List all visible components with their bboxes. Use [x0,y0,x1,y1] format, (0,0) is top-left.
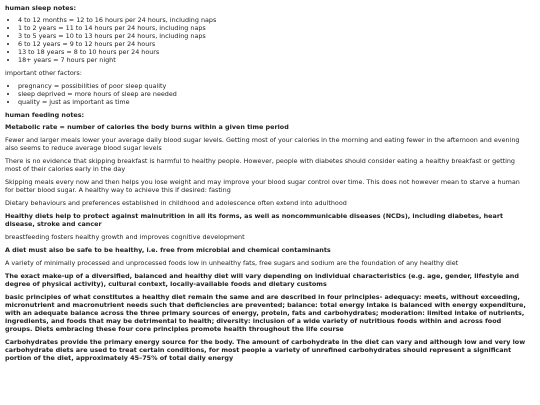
sleep-heading: human sleep notes: [5,4,76,12]
list-item: • 6 to 12 years = 9 to 12 hours per 24 hours [18,40,530,48]
bold-carbohydrates: Carbohydrates provide the primary energy source for the body. The amount of carbohydrate in the diet can vary and although low and very low carbohydrate diets are used to treat certain conditions, for most people a variety of unrefined carbohydrates should represent a significant portion of the diet, approximately 45–75% of total daily energy [5,338,526,362]
bold-basic-principles: basic principles of what constitutes a healthy diet remain the same and are described in four principles- adequacy: meets, without exceeding, micronutrient and macronutrient needs such that deficiencies are prevented; balance: total energy intake is balanced with energy expenditure, with an adequate balance across the three primary sources of energy, protein, fats and carbohydrates; moderation: limited intake of nutrients, ingredients, and foods that may be detrimental to health; diversity: inclusion of a wide variety of nutritious foods within and across food groups. Diets embracing these four core principles promote health throughout the life course [5,293,526,333]
sleep-hours-list [5,16,530,64]
bold-diet-makeup: The exact make-up of a diversified, balanced and healthy diet will vary depending on individual characteristics (e.g. age, gender, lifestyle and degree of physical activity), cultural context, locally-available foods and dietary customs [5,272,519,288]
bold-healthy-diets: Healthy diets help to protect against malnutrition in all its forms, as well as noncommunicable diseases (NCDs), including diabetes, heart disease, stroke and cancer [5,212,504,228]
list-item: • 13 to 18 years = 8 to 10 hours per 24 hours [18,48,530,56]
sleep-factors-list [5,82,530,106]
list-item: • 3 to 5 years = 10 to 13 hours per 24 hours, including naps [18,32,530,40]
list-item: • 18+ years = 7 hours per night [18,56,530,64]
paragraph-meal-size: Fewer and larger meals lower your average daily blood sugar levels. Getting most of your calories in the morning and eating fewer in the afternoon and evening also seems to reduce average blood sugar levels [5,136,520,152]
metabolic-rate-definition: Metabolic rate = number of calories the body burns within a given time period [5,123,289,131]
list-item: • 1 to 2 years = 11 to 14 hours per 24 hours, including naps [18,24,530,32]
paragraph-breastfeeding: breastfeeding fosters healthy growth and improves cognitive development [5,233,245,241]
list-item: • sleep deprived = more hours of sleep are needed [18,90,530,98]
list-item: • quality = just as important as time [18,98,530,106]
paragraph-dietary-behaviours: Dietary behaviours and preferences established in childhood and adolescence often extend into adulthood [5,199,347,207]
factors-label: important other factors: [5,69,82,77]
bold-diet-safety: A diet must also be safe to be healthy, i.e. free from microbial and chemical contaminants [5,246,331,254]
list-item: • pregnancy = possibilities of poor sleep quality [18,82,530,90]
feeding-heading: human feeding notes: [5,111,85,119]
paragraph-skipping-meals: Skipping meals every now and then helps you lose weight and may improve your blood sugar control over time. This does not however mean to starve a human for better blood sugar. A healthy way to achieve this if desired: fasting [5,178,520,194]
paragraph-breakfast: There is no evidence that skipping breakfast is harmful to healthy people. However, people with diabetes should consider eating a healthy breakfast or getting most of their calories early in the day [5,157,515,173]
list-item: • 4 to 12 months = 12 to 16 hours per 24 hours, including naps [18,16,530,24]
paragraph-minimally-processed: A variety of minimally processed and unprocessed foods low in unhealthy fats, free sugars and sodium are the foundation of any healthy diet [5,259,459,267]
